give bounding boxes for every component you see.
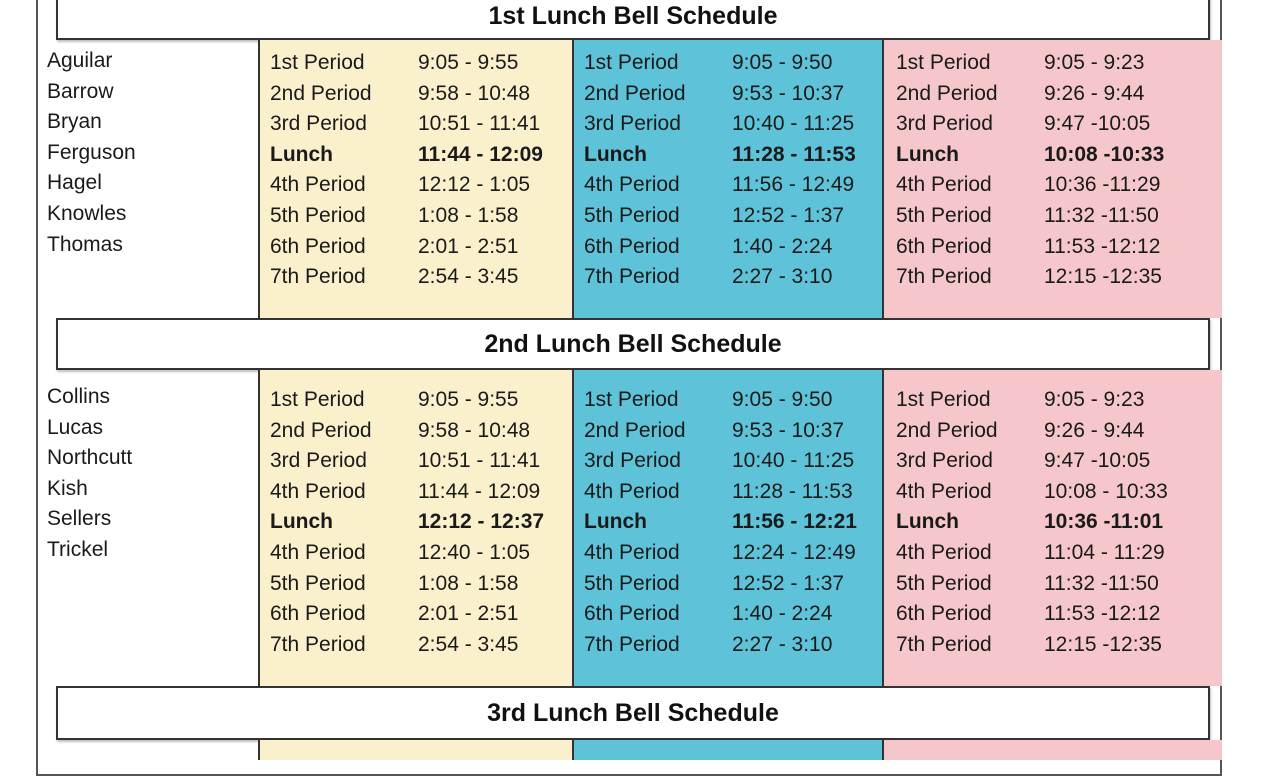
period-time: 11:44 - 12:09 — [418, 142, 543, 166]
teacher-name: Trickel — [47, 538, 109, 561]
period-label: 4th Period — [270, 541, 366, 564]
period-label: 5th Period — [270, 571, 366, 595]
period-row — [572, 385, 872, 415]
period-row — [258, 79, 558, 109]
lunch-row — [258, 140, 558, 170]
period-time: 10:51 - 11:41 — [418, 449, 541, 473]
period-label: 4th Period — [896, 173, 992, 197]
period-row — [258, 538, 558, 568]
period-label: 3rd Period — [270, 449, 367, 473]
teacher-name: Sellers — [47, 507, 112, 531]
period-time: 1:40 - 2:24 — [732, 602, 833, 626]
period-row — [572, 569, 872, 599]
period-time: 10:36 -11:29 — [1044, 173, 1161, 197]
period-time: 11:32 -11:50 — [1044, 204, 1159, 227]
period-row — [884, 109, 1184, 139]
period-time: 2:27 - 3:10 — [732, 265, 833, 289]
period-row — [258, 569, 558, 599]
teacher-name: Bryan — [47, 110, 102, 134]
period-row — [572, 109, 872, 139]
period-time: 9:47 -10:05 — [1044, 449, 1151, 473]
period-row — [884, 538, 1184, 568]
lunch-row — [258, 507, 558, 537]
period-label: 4th Period — [896, 541, 992, 564]
period-time: 10:08 - 10:33 — [1044, 479, 1168, 503]
period-row — [572, 79, 872, 109]
schedule-column-b — [572, 740, 884, 760]
period-time: 10:36 -11:01 — [1044, 510, 1164, 534]
period-label: 7th Period — [270, 265, 366, 289]
period-row — [572, 599, 872, 629]
period-time: 11:44 - 12:09 — [418, 479, 541, 503]
period-time: 2:27 - 3:10 — [732, 632, 833, 656]
section-title — [56, 318, 1210, 370]
period-row — [572, 201, 872, 231]
period-label: 6th Period — [270, 234, 366, 258]
period-time: 9:05 - 9:23 — [1044, 51, 1145, 74]
period-row — [884, 477, 1184, 507]
period-label: Lunch — [270, 510, 333, 534]
period-label: 6th Period — [584, 234, 680, 258]
period-row — [884, 170, 1184, 200]
period-time: 2:01 - 2:51 — [418, 234, 519, 258]
period-time: 1:08 - 1:58 — [418, 204, 519, 227]
period-label: 4th Period — [270, 173, 366, 197]
period-label: 3rd Period — [896, 112, 993, 136]
period-time: 9:47 -10:05 — [1044, 112, 1151, 136]
lunch-row — [572, 507, 872, 537]
period-label: 5th Period — [270, 204, 366, 227]
period-label: 3rd Period — [270, 112, 367, 136]
period-time: 12:52 - 1:37 — [732, 571, 845, 595]
lunch-row — [572, 140, 872, 170]
period-label: 1st Period — [896, 388, 991, 411]
period-label: 6th Period — [896, 602, 992, 626]
period-row — [572, 232, 872, 262]
period-row — [884, 201, 1184, 231]
period-time: 11:56 - 12:49 — [732, 173, 855, 197]
period-label: 4th Period — [584, 173, 680, 197]
period-label: 1st Period — [270, 388, 365, 411]
period-label: 6th Period — [270, 602, 366, 626]
period-label: 4th Period — [584, 541, 680, 564]
period-row — [884, 385, 1184, 415]
schedule-column-a — [258, 740, 572, 760]
period-row — [258, 48, 558, 78]
period-row — [572, 48, 872, 78]
period-row — [884, 599, 1184, 629]
period-row — [884, 262, 1184, 292]
period-label: 6th Period — [584, 602, 680, 626]
teacher-name: Lucas — [47, 415, 104, 439]
period-time: 9:05 - 9:23 — [1044, 388, 1145, 411]
period-time: 9:53 - 10:37 — [732, 418, 845, 442]
period-label: 3rd Period — [896, 449, 993, 473]
period-label: 1st Period — [896, 51, 991, 74]
period-label: 4th Period — [896, 479, 992, 503]
period-row — [258, 170, 558, 200]
period-time: 11:53 -12:12 — [1044, 234, 1161, 258]
period-time: 10:08 -10:33 — [1044, 142, 1165, 166]
period-label: 2nd Period — [270, 418, 372, 442]
period-time: 2:54 - 3:45 — [418, 632, 519, 656]
period-label: 6th Period — [896, 234, 992, 258]
period-time: 1:08 - 1:58 — [418, 571, 519, 595]
period-row — [572, 630, 872, 660]
period-row — [884, 416, 1184, 446]
lunch-row — [884, 507, 1184, 537]
section-title-text: 1st Lunch Bell Schedule — [488, 1, 778, 30]
period-time: 11:53 -12:12 — [1044, 602, 1161, 626]
period-label: 7th Period — [584, 265, 680, 289]
section-title — [56, 686, 1210, 740]
section-title — [56, 0, 1210, 40]
teacher-name: Northcutt — [47, 446, 133, 470]
period-time: 10:40 - 11:25 — [732, 449, 855, 473]
period-label: 4th Period — [584, 479, 680, 503]
period-time: 2:01 - 2:51 — [418, 602, 519, 626]
period-row — [258, 446, 558, 476]
period-time: 12:40 - 1:05 — [418, 541, 531, 564]
period-time: 12:12 - 12:37 — [418, 510, 545, 534]
period-time: 9:05 - 9:55 — [418, 51, 519, 74]
period-row — [258, 630, 558, 660]
period-time: 9:58 - 10:48 — [418, 81, 531, 105]
teacher-name: Hagel — [47, 171, 102, 195]
period-label: 4th Period — [270, 479, 366, 503]
period-time: 11:56 - 12:21 — [732, 510, 857, 534]
period-label: Lunch — [584, 510, 647, 534]
period-label: 2nd Period — [584, 81, 686, 105]
period-time: 11:28 - 11:53 — [732, 142, 856, 166]
period-row — [884, 232, 1184, 262]
period-label: 7th Period — [896, 632, 992, 656]
period-row — [572, 538, 872, 568]
period-time: 1:40 - 2:24 — [732, 234, 833, 258]
period-row — [258, 232, 558, 262]
period-time: 9:05 - 9:55 — [418, 388, 519, 411]
period-row — [258, 109, 558, 139]
period-time: 10:40 - 11:25 — [732, 112, 855, 136]
schedule-column-c — [884, 740, 1222, 760]
period-label: 1st Period — [584, 51, 679, 74]
period-label: 5th Period — [584, 571, 680, 595]
period-label: 3rd Period — [584, 112, 681, 136]
period-time: 10:51 - 11:41 — [418, 112, 541, 136]
lunch-row — [884, 140, 1184, 170]
teacher-name: Barrow — [47, 79, 114, 103]
period-time: 9:26 - 9:44 — [1044, 81, 1145, 105]
period-row — [572, 262, 872, 292]
period-label: 5th Period — [896, 571, 992, 595]
period-row — [884, 79, 1184, 109]
period-row — [572, 477, 872, 507]
period-row — [258, 599, 558, 629]
teacher-name: Kish — [47, 476, 88, 500]
period-time: 12:12 - 1:05 — [418, 173, 531, 197]
period-label: 2nd Period — [584, 418, 686, 442]
period-label: 5th Period — [584, 204, 680, 227]
period-time: 9:58 - 10:48 — [418, 418, 531, 442]
period-label: 7th Period — [896, 265, 992, 289]
period-row — [884, 48, 1184, 78]
teacher-name: Knowles — [47, 202, 127, 225]
period-row — [572, 170, 872, 200]
period-label: 5th Period — [896, 204, 992, 227]
period-label: 3rd Period — [584, 449, 681, 473]
section-title-text: 3rd Lunch Bell Schedule — [487, 698, 779, 727]
period-label: 7th Period — [270, 632, 366, 656]
period-label: Lunch — [270, 142, 333, 166]
period-label: Lunch — [896, 142, 959, 166]
period-label: 2nd Period — [896, 81, 998, 105]
period-time: 11:28 - 11:53 — [732, 479, 853, 503]
period-row — [572, 446, 872, 476]
section-title-text: 2nd Lunch Bell Schedule — [484, 329, 782, 358]
period-label: 2nd Period — [270, 81, 372, 105]
period-row — [884, 630, 1184, 660]
teacher-name: Thomas — [47, 232, 123, 256]
period-row — [884, 446, 1184, 476]
period-label: 1st Period — [270, 51, 365, 74]
teacher-name: Collins — [47, 385, 111, 408]
period-time: 9:05 - 9:50 — [732, 388, 833, 411]
period-time: 9:53 - 10:37 — [732, 81, 845, 105]
period-time: 12:52 - 1:37 — [732, 204, 845, 227]
period-label: 2nd Period — [896, 418, 998, 442]
period-row — [884, 569, 1184, 599]
period-time: 12:15 -12:35 — [1044, 632, 1162, 656]
period-row — [258, 201, 558, 231]
period-label: Lunch — [584, 142, 647, 166]
period-label: 7th Period — [584, 632, 680, 656]
period-row — [572, 416, 872, 446]
period-time: 2:54 - 3:45 — [418, 265, 519, 289]
teacher-name: Ferguson — [47, 140, 136, 164]
period-time: 12:24 - 12:49 — [732, 541, 856, 564]
period-label: Lunch — [896, 510, 959, 534]
period-time: 9:05 - 9:50 — [732, 51, 833, 74]
teacher-name: Aguilar — [47, 49, 113, 72]
period-row — [258, 477, 558, 507]
period-time: 9:26 - 9:44 — [1044, 418, 1145, 442]
period-time: 12:15 -12:35 — [1044, 265, 1162, 289]
period-row — [258, 416, 558, 446]
period-row — [258, 385, 558, 415]
period-time: 11:04 - 11:29 — [1044, 541, 1165, 564]
period-label: 1st Period — [584, 388, 679, 411]
period-row — [258, 262, 558, 292]
period-time: 11:32 -11:50 — [1044, 571, 1159, 595]
